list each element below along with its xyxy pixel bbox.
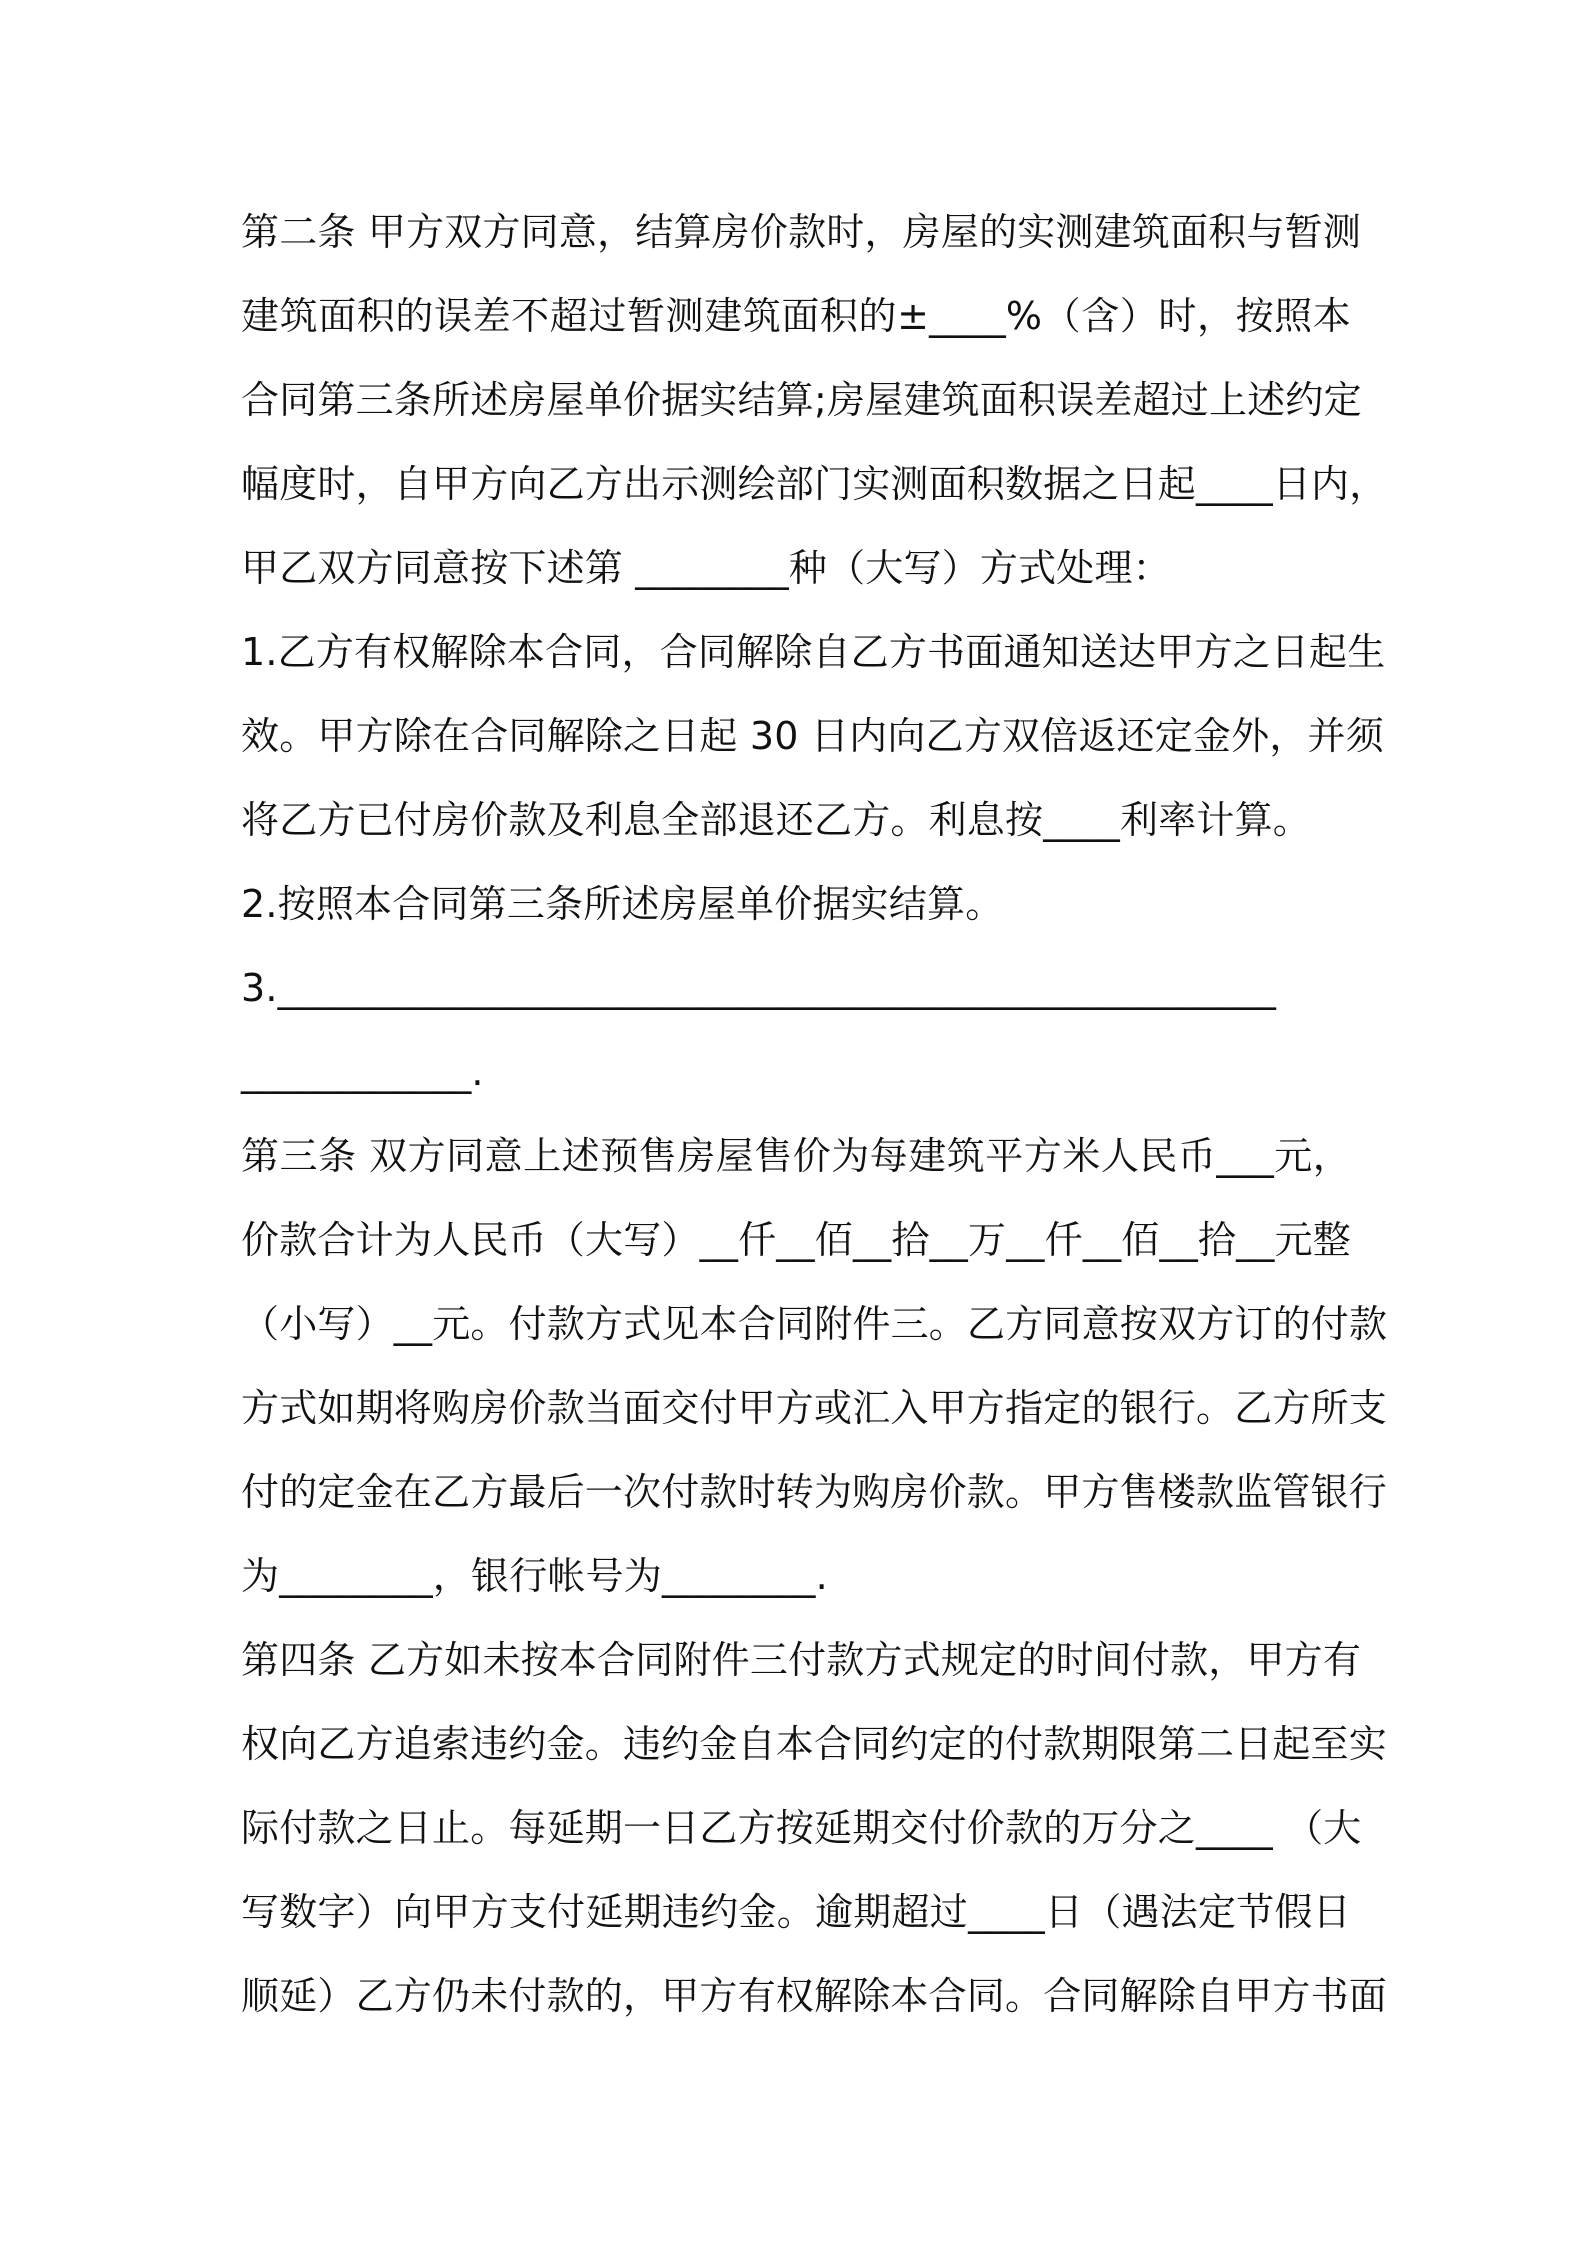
text-line: 甲乙双方同意按下述第 ________种（大写）方式处理： <box>241 546 1171 590</box>
text-line: 第四条 乙方如未按本合同附件三付款方式规定的时间付款，甲方有 <box>241 1638 1362 1682</box>
text-line: （小写）__元。付款方式见本合同附件三。乙方同意按双方订的付款 <box>241 1302 1388 1346</box>
text-line: 价款合计为人民币（大写）__仟__佰__拾__万__仟__佰__拾__元整 <box>241 1218 1351 1262</box>
text-line: 写数字）向甲方支付延期违约金。逾期超过____日（遇法定节假日 <box>241 1890 1351 1934</box>
text-line: 顺延）乙方仍未付款的，甲方有权解除本合同。合同解除自甲方书面 <box>241 1974 1388 2018</box>
text-line: 3.____________________________________________________ <box>241 966 1277 1010</box>
text-line: 际付款之日止。每延期一日乙方按延期交付价款的万分之____ （大 <box>241 1806 1362 1850</box>
text-line: 权向乙方追索违约金。违约金自本合同约定的付款期限第二日起至实 <box>241 1722 1388 1766</box>
text-line: 为________，银行帐号为________. <box>241 1554 828 1598</box>
text-line: 将乙方已付房价款及利息全部退还乙方。利息按____利率计算。 <box>241 798 1312 842</box>
text-line: 第三条 双方同意上述预售房屋售价为每建筑平方米人民币___元， <box>241 1134 1351 1178</box>
contract-text <box>241 190 1388 2038</box>
text-line: ____________. <box>241 1050 484 1094</box>
text-line: 第二条 甲方双方同意，结算房价款时，房屋的实测建筑面积与暂测 <box>241 210 1362 254</box>
text-line: 1.乙方有权解除本合同，合同解除自乙方书面通知送达甲方之日起生 <box>241 630 1386 674</box>
text-line: 2.按照本合同第三条所述房屋单价据实结算。 <box>241 882 1004 926</box>
text-line: 效。甲方除在合同解除之日起 30 日内向乙方双倍返还定金外，并须 <box>241 714 1384 758</box>
text-line: 建筑面积的误差不超过暂测建筑面积的±____%（含）时，按照本 <box>241 294 1351 338</box>
text-line: 付的定金在乙方最后一次付款时转为购房价款。甲方售楼款监管银行 <box>241 1470 1388 1514</box>
text-line: 合同第三条所述房屋单价据实结算;房屋建筑面积误差超过上述约定 <box>241 378 1362 422</box>
text-line: 幅度时，自甲方向乙方出示测绘部门实测面积数据之日起____日内， <box>241 462 1388 506</box>
text-line: 方式如期将购房价款当面交付甲方或汇入甲方指定的银行。乙方所支 <box>241 1386 1388 1430</box>
